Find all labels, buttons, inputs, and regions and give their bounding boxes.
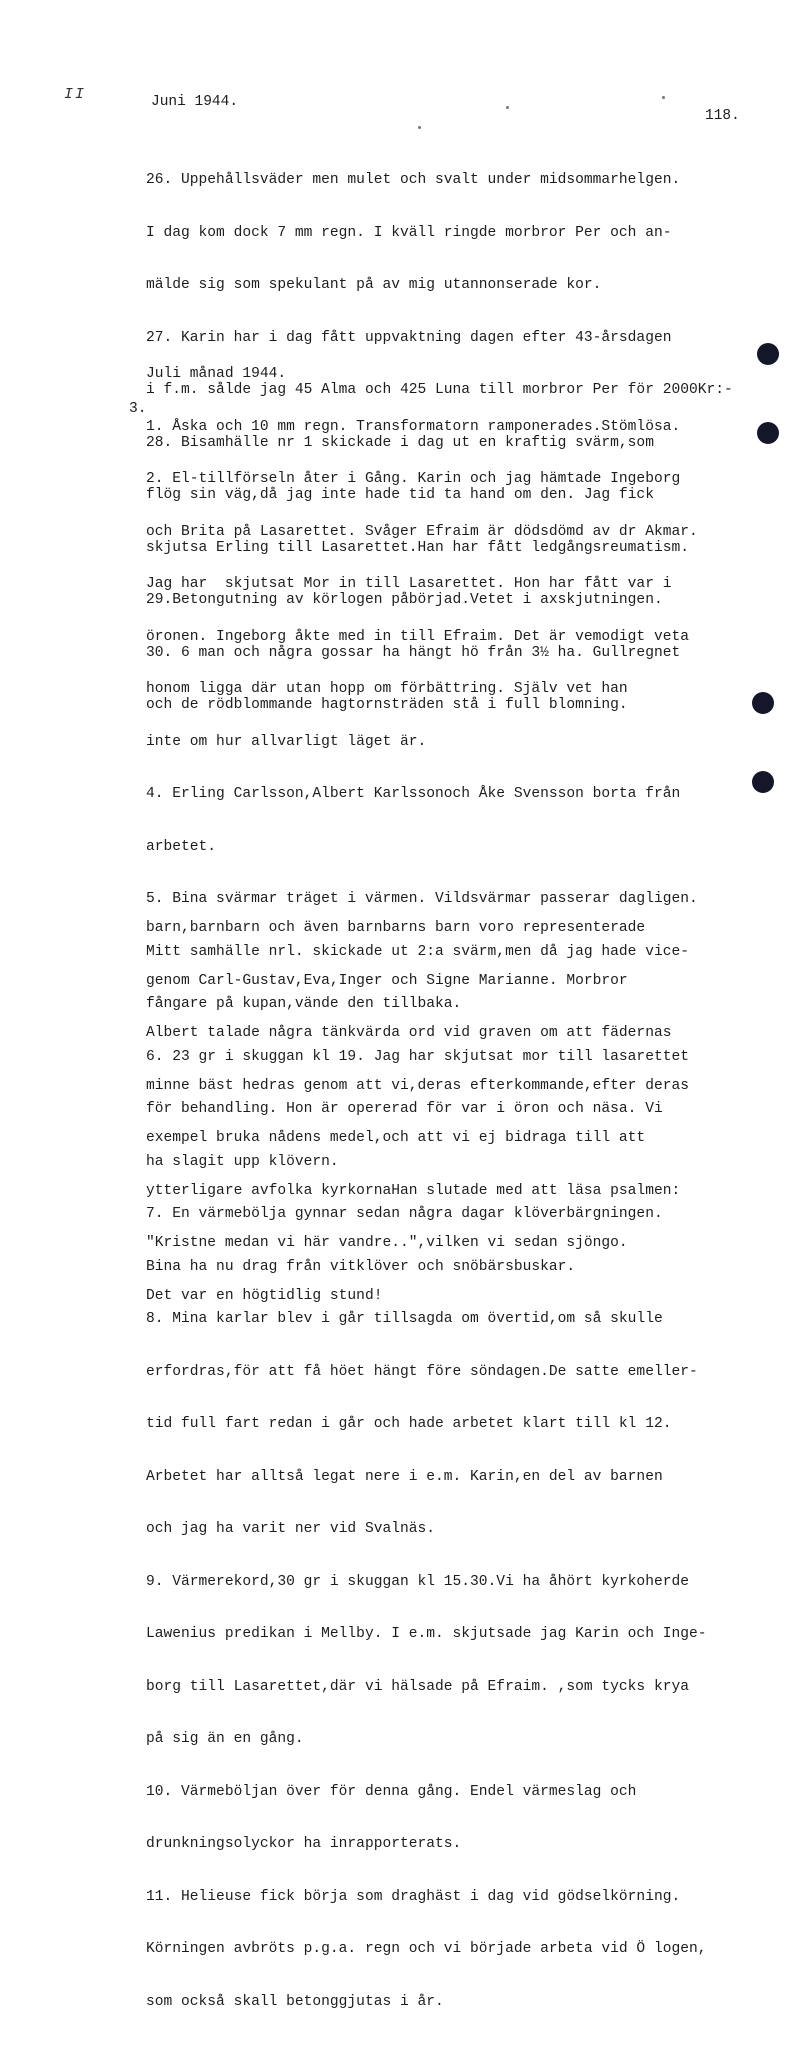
page-number: 118.	[705, 108, 740, 124]
text-line: skjutsa Erling till Lasarettet.Han har fått ledgångsreumatism.	[146, 539, 689, 556]
text-line: 9. Värmerekord,30 gr i skuggan kl 15.30.Vi ha åhört kyrkoherde	[146, 1573, 689, 1590]
text-line: och de rödblommande hagtornsträden stå i full blomning.	[146, 697, 628, 713]
text-line: minne bäst hedras genom att vi,deras efterkommande,efter deras	[146, 1077, 689, 1094]
text-line: på sig än en gång.	[146, 1731, 304, 1747]
text-line: och Brita på Lasarettet. Svåger Efraim är dödsdömd av dr Akmar.	[146, 523, 698, 540]
text-line: barn,barnbarn och även barnbarns barn voro representerade	[146, 920, 646, 936]
text-line: drunkningsolyckor ha inrapporterats.	[146, 1836, 462, 1852]
paper-speck	[662, 96, 665, 99]
paper-speck	[418, 126, 421, 129]
text-line: 8. Mina karlar blev i går tillsagda om övertid,om så skulle	[146, 1311, 663, 1327]
text-line: 10. Värmeböljan över för denna gång. Endel värmeslag och	[146, 1783, 637, 1800]
text-line: Mitt samhälle nrl. skickade ut 2:a svärm,men då jag hade vice-	[146, 943, 689, 960]
text-line: 7. En värmebölja gynnar sedan några dagar klöverbärgningen.	[146, 1206, 663, 1222]
text-line: Det var en högtidlig stund!	[146, 1287, 383, 1304]
text-line: 29.Betongutning av körlogen påbörjad.Vetet i axskjutningen.	[146, 592, 663, 608]
text-line: honom ligga där utan hopp om förbättring. Själv vet han	[146, 681, 628, 697]
text-line: fångare på kupan,vände den tillbaka.	[146, 996, 462, 1012]
punch-hole	[752, 771, 774, 793]
text-line: tid full fart redan i går och hade arbetet klart till kl 12.	[146, 1416, 672, 1432]
text-line: Arbetet har alltså legat nere i e.m. Karin,en del av barnen	[146, 1468, 663, 1485]
text-line: Jag har skjutsat Mor in till Lasarettet. Hon har fått var i	[146, 576, 672, 592]
text-line: mälde sig som spekulant på av mig utannonserade kor.	[146, 277, 602, 293]
text-line: 11. Helieuse fick börja som draghäst i dag vid gödselkörning.	[146, 1888, 681, 1905]
text-line: öronen. Ingeborg åkte med in till Efraim. Det är vemodigt veta	[146, 628, 689, 645]
text-line: som också skall betonggjutas i år.	[146, 1993, 444, 2010]
text-line: exempel bruka nådens medel,och att vi ej bidraga till att	[146, 1130, 646, 1146]
text-line: 4. Erling Carlsson,Albert Karlssonoch Åke Svensson borta från	[146, 786, 681, 802]
text-line: 28. Bisamhälle nr 1 skickade i dag ut en kraftig svärm,som	[146, 434, 654, 451]
text-line: i f.m. sålde jag 45 Alma och 425 Luna till morbror Per för 2000Kr:-	[146, 382, 733, 398]
text-line: 1. Åska och 10 mm regn. Transformatorn ramponerades.Stömlösa.	[146, 418, 681, 435]
punch-hole	[757, 422, 779, 444]
text-line: genom Carl-Gustav,Eva,Inger och Signe Marianne. Morbror	[146, 972, 628, 989]
text-line: Albert talade några tänkvärda ord vid graven om att fädernas	[146, 1025, 672, 1041]
margin-note: II	[64, 86, 87, 103]
text-line: 30. 6 man och några gossar ha hängt hö från 3½ ha. Gullregnet	[146, 644, 681, 661]
text-line: 26. Uppehållsväder men mulet och svalt under midsommarhelgen.	[146, 172, 681, 188]
text-line: ha slagit upp klövern.	[146, 1153, 339, 1170]
text-line: ytterligare avfolka kyrkornaHan slutade med att läsa psalmen:	[146, 1182, 681, 1199]
july-3-number: 3.	[129, 401, 147, 417]
punch-hole	[757, 343, 779, 365]
punch-hole	[752, 692, 774, 714]
text-line: Bina ha nu drag från vitklöver och snöbärsbuskar.	[146, 1258, 576, 1275]
text-line: för behandling. Hon är opererad för var i öron och näsa. Vi	[146, 1101, 663, 1117]
text-line: flög sin väg,då jag inte hade tid ta hand om den. Jag fick	[146, 487, 654, 503]
text-line: I dag kom dock 7 mm regn. I kväll ringde morbror Per och an-	[146, 224, 672, 241]
text-line: 2. El-tillförseln åter i Gång. Karin och jag hämtade Ingeborg	[146, 471, 681, 487]
paper-speck	[506, 106, 509, 109]
text-line: Körningen avbröts p.g.a. regn och vi började arbeta vid Ö logen,	[146, 1941, 707, 1957]
page-date-heading: Juni 1944.	[151, 94, 239, 110]
text-line: erfordras,för att få höet hängt före söndagen.De satte emeller-	[146, 1363, 698, 1380]
text-line: "Kristne medan vi här vandre..",vilken vi sedan sjöngo.	[146, 1235, 628, 1251]
text-line: Lawenius predikan i Mellby. I e.m. skjutsade jag Karin och Inge-	[146, 1626, 707, 1642]
july-12-continuation	[146, 885, 796, 1340]
text-line: borg till Lasarettet,där vi hälsade på Efraim. ,som tycks krya	[146, 1678, 689, 1695]
text-line: 6. 23 gr i skuggan kl 19. Jag har skjutsat mor till lasarettet	[146, 1048, 689, 1065]
text-line: inte om hur allvarligt läget är.	[146, 733, 427, 750]
month-heading: Juli månad 1944.	[146, 366, 287, 382]
text-line: arbetet.	[146, 838, 217, 855]
text-line: 27. Karin har i dag fått uppvaktning dagen efter 43-årsdagen	[146, 329, 672, 346]
text-line: och jag ha varit ner vid Svalnäs.	[146, 1521, 436, 1537]
text-line: 5. Bina svärmar träget i värmen. Vildsvärmar passerar dagligen.	[146, 891, 698, 907]
